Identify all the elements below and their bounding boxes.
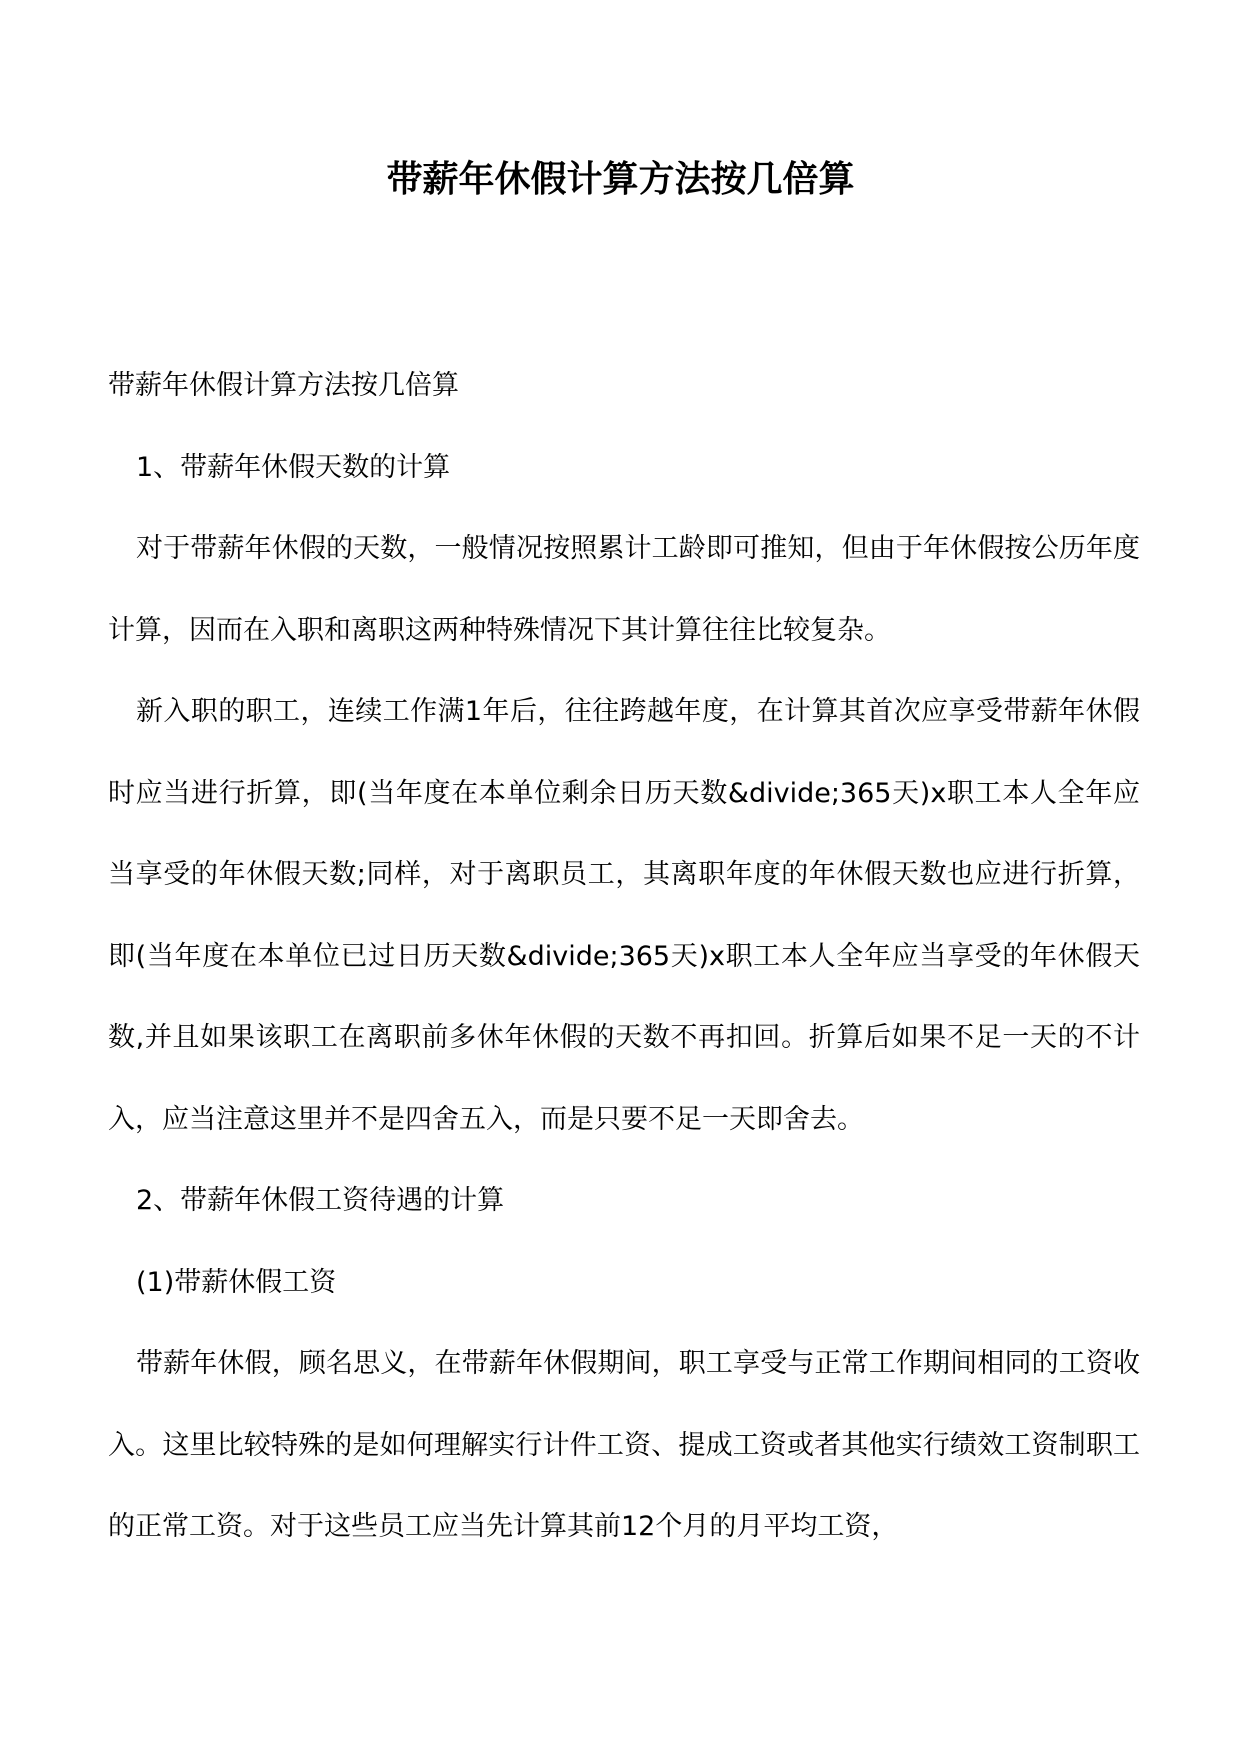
- subsection-heading: (1)带薪休假工资: [136, 1266, 337, 1298]
- paragraph: 带薪年休假，顾名思义，在带薪年休假期间，职工享受与正常工作期间相同的工资收入。这里比较特殊的是如何理解实行计件工资、提成工资或者其他实行绩效工资制职工的正常工资。对于这些员工应当先计算其前12个月的月平均工资，: [108, 1348, 1140, 1542]
- document-body: [108, 345, 1140, 1568]
- paragraph-heading: 带薪年休假计算方法按几倍算: [108, 370, 459, 401]
- section-heading-2: 2、带薪年休假工资待遇的计算: [136, 1185, 505, 1216]
- section-heading-1: 1、带薪年休假天数的计算: [136, 451, 451, 483]
- paragraph: 新入职的职工，连续工作满1年后，往往跨越年度，在计算其首次应享受带薪年休假时应当进行折算，即(当年度在本单位剩余日历天数&divide;365天)x职工本人全年应当享受的年休假天数;同样，对于离职员工，其离职年度的年休假天数也应进行折算，即(当年度在本单位已过日历天数&divide;365天)x职工本人全年应当享受的年休假天数,并且如果该职工在离职前多休年休假的天数不再扣回。折算后如果不足一天的不计入，应当注意这里并不是四舍五入，而是只要不足一天即舍去。: [108, 696, 1140, 1135]
- paragraph: 对于带薪年休假的天数，一般情况按照累计工龄即可推知，但由于年休假按公历年度计算，因而在入职和离职这两种特殊情况下其计算往往比较复杂。: [108, 533, 1140, 646]
- document-title: 带薪年休假计算方法按几倍算: [386, 159, 855, 200]
